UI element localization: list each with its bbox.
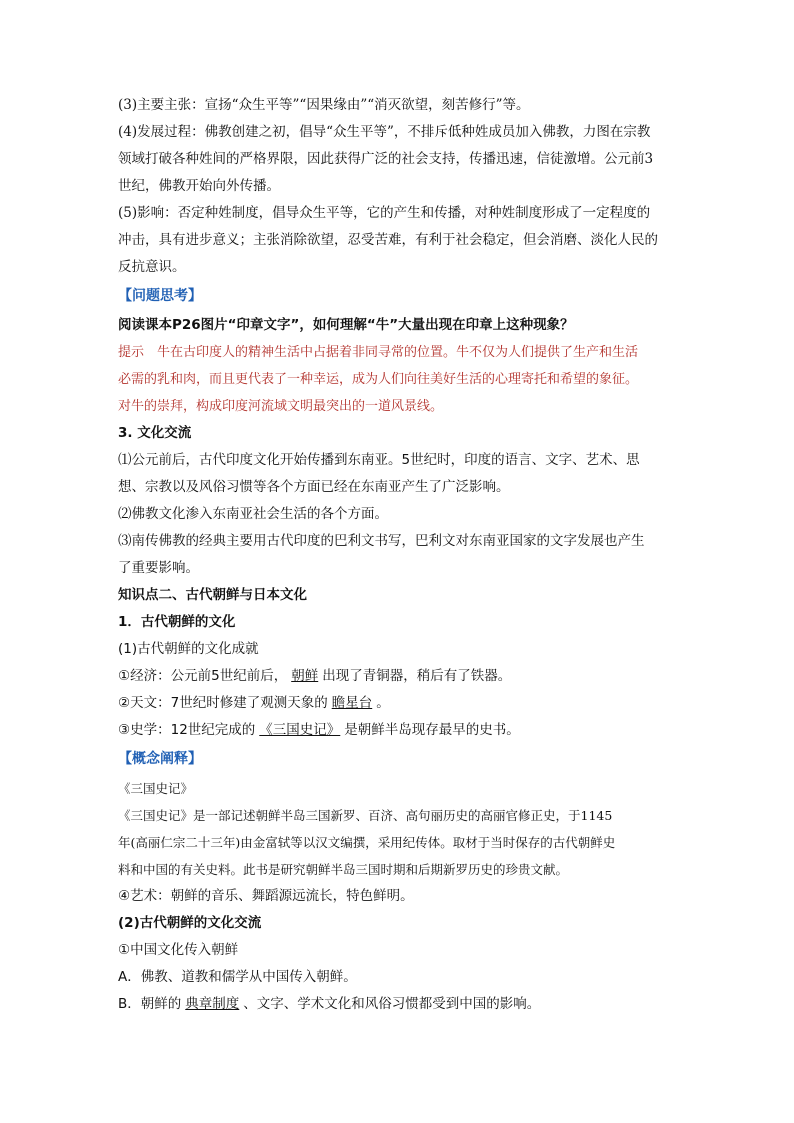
text-line: (1)古代朝鲜的文化成就 [118,641,259,657]
text-line: ④艺术：朝鲜的音乐、舞蹈源远流长，特色鲜明。 [118,888,414,904]
fill-suffix: 。 [376,695,390,711]
concept-line: 《三国史记》是一部记述朝鲜半岛三国新罗、百济、高句丽历史的高丽官修正史，于1145 [118,808,613,823]
fill-blank-answer: 瞻星台 [331,695,373,711]
answer-line: 必需的乳和肉，而且更代表了一种幸运，成为人们向往美好生活的心理寄托和希望的象征。 [118,372,639,387]
text-line: (4)发展过程：佛教创建之初，倡导“众生平等”，不排斥低种姓成员加入佛教，力图在宗教 [118,124,651,140]
fill-suffix: 是朝鲜半岛现存最早的史书。 [344,722,520,738]
text-line: 了重要影响。 [118,560,199,576]
fill-blank-answer: 朝鲜 [291,668,319,684]
answer-line: 对牛的崇拜，构成印度河流域文明最突出的一道风景线。 [118,399,444,414]
concept-line: 料和中国的有关史料。此书是研究朝鲜半岛三国时期和后期新罗历史的珍贵文献。 [118,862,569,877]
question-text: 阅读课本P26图片“印章文字”，如何理解“牛”大量出现在印章上这种现象？ [118,317,574,333]
text-line: 反抗意识。 [118,259,186,275]
text-line: 冲击，具有进步意义；主张消除欲望，忍受苦难，有利于社会稳定，但会消磨、淡化人民的 [118,232,658,248]
fill-blank-answer: 典章制度 [185,996,240,1012]
text-line: ①中国文化传入朝鲜 [118,942,239,958]
section-heading: 【概念阐释】 [118,751,202,767]
fill-suffix: 、文字、学术文化和风俗习惯都受到中国的影响。 [243,996,541,1012]
text-line: 世纪，佛教开始向外传播。 [118,178,280,194]
fill-prefix: ①经济：公元前5世纪前后， [118,668,288,684]
text-line: A．佛教、道教和儒学从中国传入朝鲜。 [118,969,357,985]
fill-prefix: ②天文：7世纪时修建了观测天象的 [118,695,328,711]
text-line: ⑵佛教文化渗入东南亚社会生活的各个方面。 [118,506,388,522]
text-line: 领域打破各种姓间的严格界限，因此获得广泛的社会支持，传播迅速，信徒激增。公元前3 [118,151,654,167]
subheading: 3. 文化交流 [118,425,192,441]
fill-line [118,663,678,690]
fill-line [118,717,678,744]
fill-line [118,991,678,1018]
fill-suffix: 出现了青铜器，稍后有了铁器。 [322,668,512,684]
text-line: (3)主要主张：宣扬“众生平等”“因果缘由”“消灭欲望，刻苦修行”等。 [118,97,530,113]
text-line: (5)影响：否定种姓制度，倡导众生平等，它的产生和传播，对种姓制度形成了一定程度的 [118,205,651,221]
fill-line [118,690,678,717]
concept-line: 年(高丽仁宗二十三年)由金富轼等以汉文编撰，采用纪传体。取材于当时保存的古代朝鲜史 [118,835,616,850]
text-line: 想、宗教以及风俗习惯等各个方面已经在东南亚产生了广泛影响。 [118,479,510,495]
fill-prefix: B．朝鲜的 [118,996,182,1012]
knowledge-point-heading: 知识点二、古代朝鲜与日本文化 [118,587,307,603]
document-page [118,92,678,1018]
fill-prefix: ③史学：12世纪完成的 [118,722,256,738]
section-heading: 【问题思考】 [118,288,202,304]
fill-blank-answer: 《三国史记》 [259,722,341,738]
text-line: ⑶南传佛教的经典主要用古代印度的巴利文书写，巴利文对东南亚国家的文字发展也产生 [118,533,645,549]
subheading: 1．古代朝鲜的文化 [118,614,236,630]
text-line: ⑴公元前后，古代印度文化开始传播到东南亚。5世纪时，印度的语言、文字、艺术、思 [118,452,640,468]
concept-title: 《三国史记》 [118,781,194,796]
subheading: (2)古代朝鲜的文化交流 [118,915,262,931]
answer-line: 提示 牛在古印度人的精神生活中占据着非同寻常的位置。牛不仅为人们提供了生产和生活 [118,345,639,360]
